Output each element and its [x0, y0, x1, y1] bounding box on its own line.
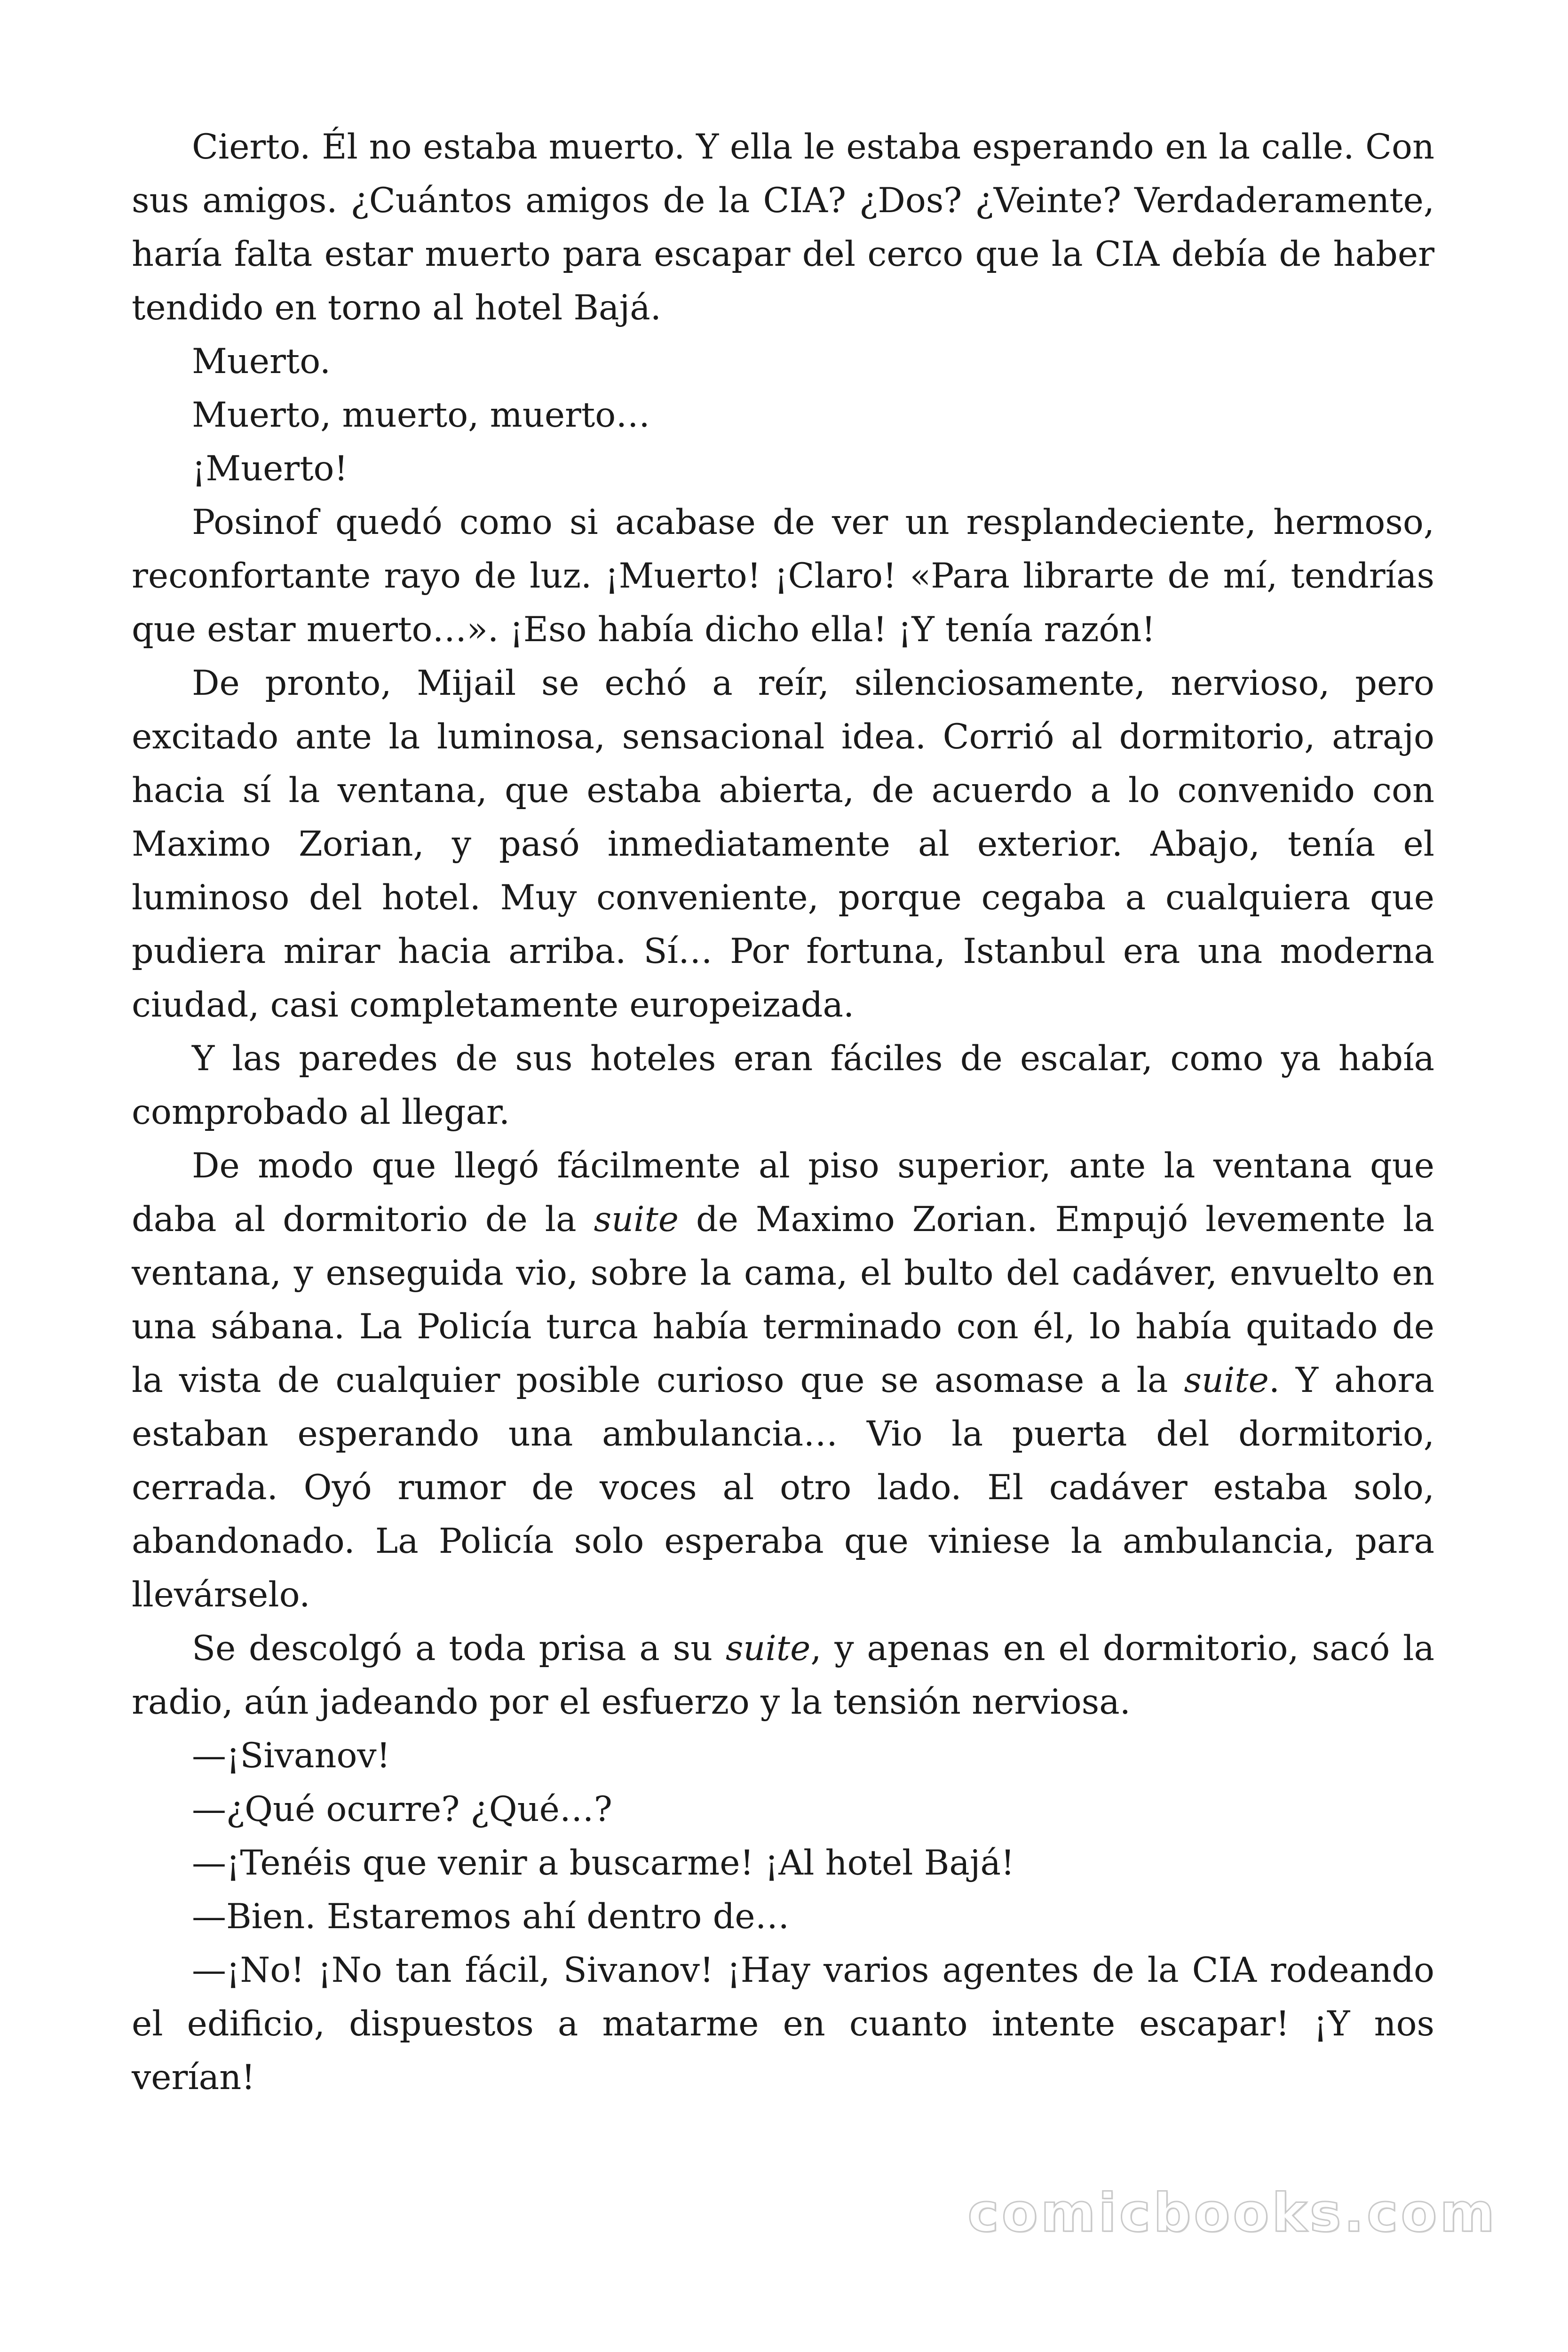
- paragraph: [132, 657, 1434, 1032]
- paragraph: [132, 389, 1434, 442]
- text-run: De modo que llegó fácilmente al piso superior, ante la ventana que daba al dormitorio de la: [132, 1146, 1434, 1240]
- paragraph: [132, 1890, 1434, 1944]
- text-run: Muerto.: [192, 342, 331, 381]
- text-run: —Bien. Estaremos ahí dentro de…: [192, 1897, 790, 1937]
- text-run: Cierto. Él no estaba muerto. Y ella le estaba esperando en la calle. Con sus amigos. ¿Cuántos amigos de la CIA? ¿Dos? ¿Veinte? Verdaderamente, haría falta estar muerto para escapar del cerco que la CIA debía de haber tendido en torno al hotel Bajá.: [132, 127, 1434, 328]
- paragraph: [132, 1783, 1434, 1836]
- text-run: Posinof quedó como si acabase de ver un resplandeciente, hermoso, reconfortante rayo de luz. ¡Muerto! ¡Claro! «Para librarte de mí, tendrías que estar muerto…». ¡Eso había dicho ella! ¡Y tenía razón!: [132, 502, 1434, 650]
- paragraph: [132, 1729, 1434, 1783]
- paragraph: [132, 1622, 1434, 1729]
- book-page-text: [132, 120, 1434, 2105]
- text-run: , y apenas en el dormitorio, sacó la radio, aún jadeando por el esfuerzo y la tensión nerviosa.: [132, 1629, 1434, 1722]
- paragraph: [132, 442, 1434, 496]
- text-run: de Maximo Zorian. Empujó levemente la ventana, y enseguida vio, sobre la cama, el bulto del cadáver, envuelto en una sábana. La Policía turca había terminado con él, lo había quitado de la vista de cualquier posible curioso que se asomase a la: [132, 1200, 1434, 1400]
- paragraph: [132, 1836, 1434, 1890]
- watermark-logo: comicbooks.com: [967, 2183, 1497, 2244]
- paragraph: [132, 335, 1434, 389]
- paragraph: [132, 1139, 1434, 1622]
- paragraph: [132, 496, 1434, 657]
- italic-text: suite: [725, 1629, 811, 1669]
- paragraph: [132, 120, 1434, 335]
- italic-text: suite: [594, 1200, 679, 1240]
- text-run: . Y ahora estaban esperando una ambulancia… Vio la puerta del dormitorio, cerrada. Oyó rumor de voces al otro lado. El cadáver estaba solo, abandonado. La Policía solo esperaba que viniese la ambulancia, para llevárselo.: [132, 1360, 1434, 1615]
- text-run: Y las paredes de sus hoteles eran fáciles de escalar, como ya había comprobado al llegar.: [132, 1039, 1434, 1132]
- text-run: ¡Muerto!: [192, 449, 348, 489]
- text-run: Muerto, muerto, muerto…: [192, 395, 650, 435]
- text-run: —¡Sivanov!: [192, 1736, 390, 1776]
- text-run: —¡Tenéis que venir a buscarme! ¡Al hotel Bajá!: [192, 1843, 1015, 1883]
- text-run: Se descolgó a toda prisa a su: [192, 1629, 726, 1669]
- paragraph: [132, 1032, 1434, 1139]
- text-run: De pronto, Mijail se echó a reír, silenciosamente, nervioso, pero excitado ante la luminosa, sensacional idea. Corrió al dormitorio, atrajo hacia sí la ventana, que estaba abierta, de acuerdo a lo convenido con Maximo Zorian, y pasó inmediatamente al exterior. Abajo, tenía el luminoso del hotel. Muy conveniente, porque cegaba a cualquiera que pudiera mirar hacia arriba. Sí… Por fortuna, Istanbul era una moderna ciudad, casi completamente europeizada.: [132, 663, 1434, 1025]
- text-run: —¡No! ¡No tan fácil, Sivanov! ¡Hay varios agentes de la CIA rodeando el edificio, dispuestos a matarme en cuanto intente escapar! ¡Y nos verían!: [132, 1950, 1434, 2098]
- italic-text: suite: [1184, 1360, 1269, 1400]
- paragraph: [132, 1944, 1434, 2105]
- text-run: —¿Qué ocurre? ¿Qué…?: [192, 1789, 612, 1829]
